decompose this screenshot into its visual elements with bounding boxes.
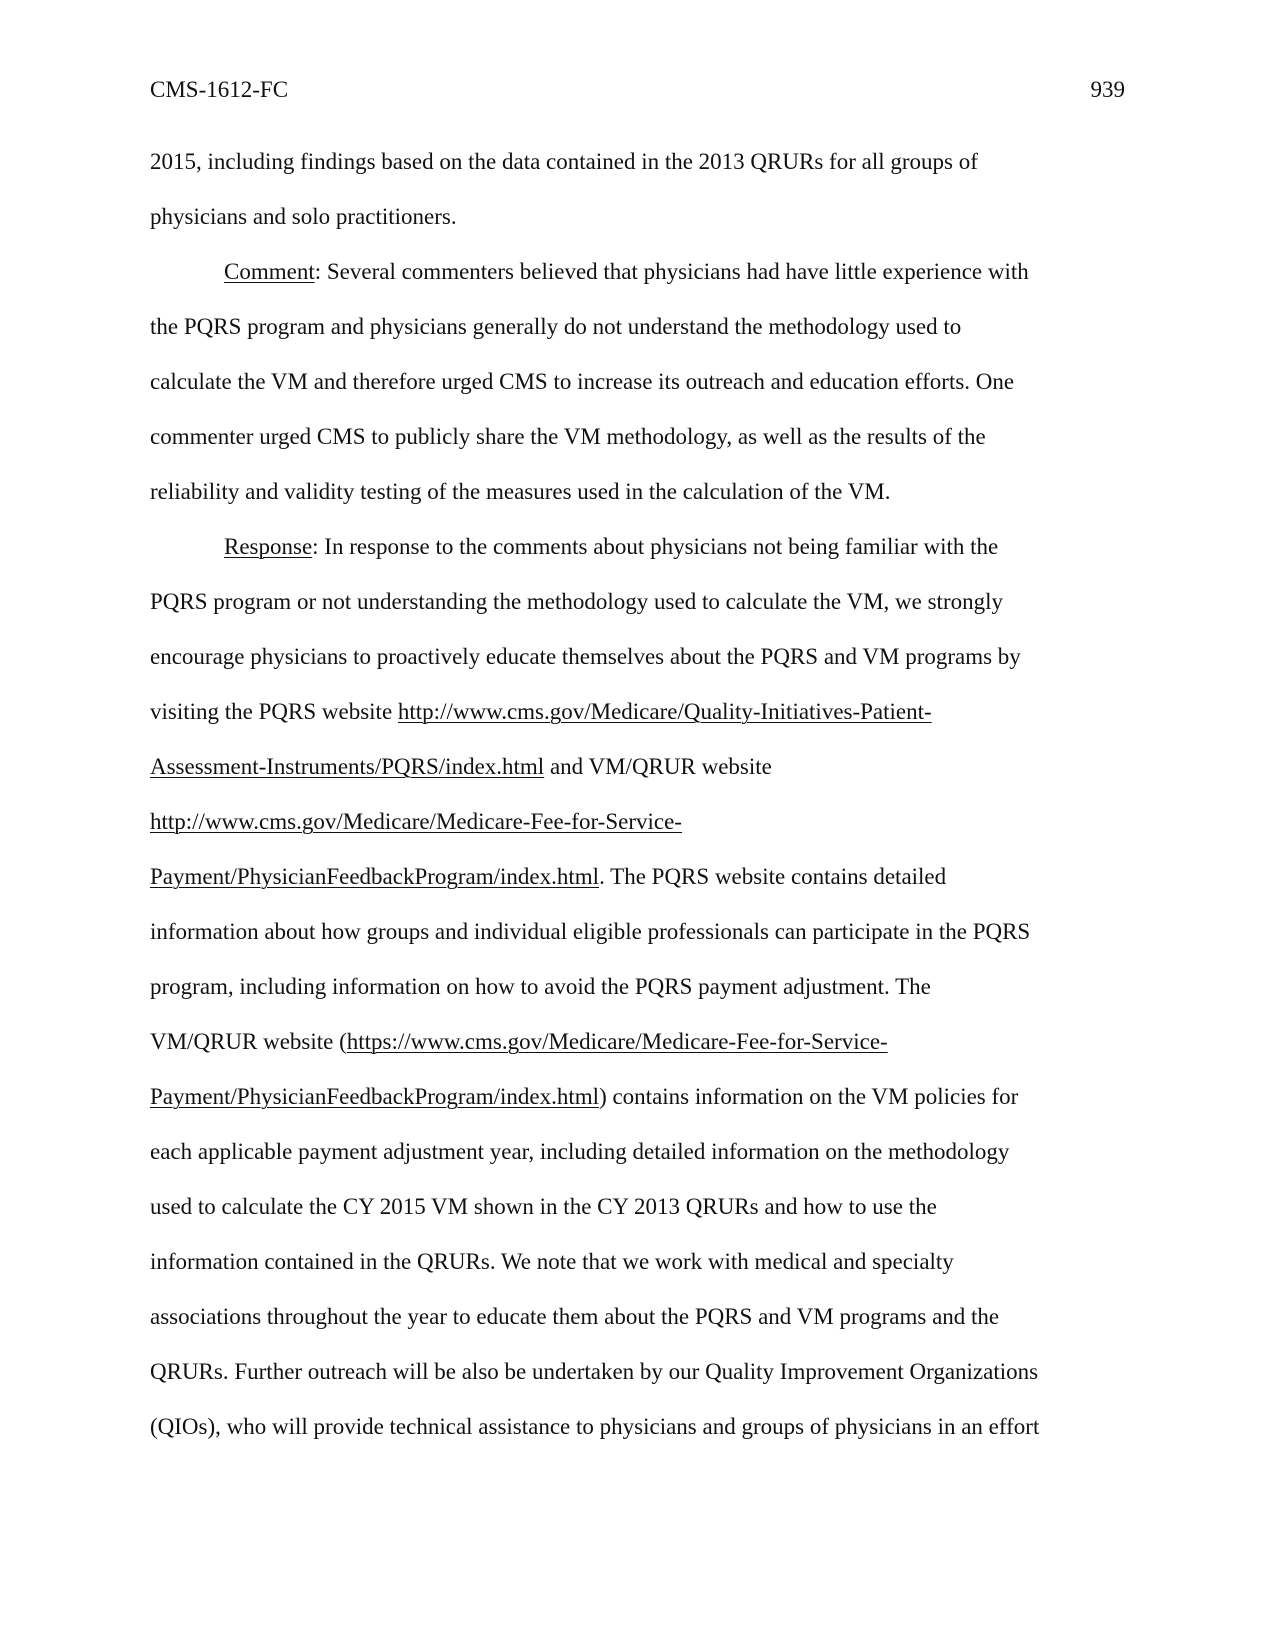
text-span: . The PQRS website contains detailed — [599, 864, 947, 889]
text-span: visiting the PQRS website — [150, 699, 398, 724]
response-paragraph-start — [224, 531, 998, 563]
text-span: VM/QRUR website ( — [150, 1029, 347, 1054]
text-line: used to calculate the CY 2015 VM shown in the CY 2013 QRURs and how to use the — [150, 1194, 937, 1219]
comment-label: Comment — [224, 259, 315, 284]
text-span: ) contains information on the VM policies for — [599, 1084, 1019, 1109]
response-label: Response — [224, 534, 313, 559]
text-line — [150, 1081, 1018, 1113]
text-line: information about how groups and individual eligible professionals can participate in the PQRS — [150, 919, 1031, 944]
pqrs-website-link[interactable]: http://www.cms.gov/Medicare/Quality-Initiatives-Patient- — [397, 699, 932, 724]
text-line: calculate the VM and therefore urged CMS to increase its outreach and education efforts. One — [150, 369, 1015, 394]
vm-qrur-website-link[interactable]: http://www.cms.gov/Medicare/Medicare-Fee-for-Service- — [150, 809, 682, 834]
text-line: QRURs. Further outreach will be also be undertaken by our Quality Improvement Organizations — [150, 1359, 1039, 1384]
text-line: encourage physicians to proactively educate themselves about the PQRS and VM programs by — [150, 644, 1021, 669]
text-line: information contained in the QRURs. We note that we work with medical and specialty — [150, 1249, 954, 1274]
text-line: reliability and validity testing of the measures used in the calculation of the VM. — [150, 479, 891, 504]
text-line: the PQRS program and physicians generally do not understand the methodology used to — [150, 314, 962, 339]
comment-paragraph-start — [224, 256, 1029, 288]
text-line — [150, 1026, 888, 1058]
text-line: each applicable payment adjustment year, including detailed information on the methodology — [150, 1139, 1010, 1164]
text-line — [150, 806, 682, 838]
vm-qrur-https-link[interactable]: https://www.cms.gov/Medicare/Medicare-Fee-for-Service- — [346, 1029, 888, 1054]
text-line: associations throughout the year to educate them about the PQRS and VM programs and the — [150, 1304, 1000, 1329]
vm-qrur-website-link-continued[interactable]: Payment/PhysicianFeedbackProgram/index.html — [150, 864, 600, 889]
text-line: (QIOs), who will provide technical assistance to physicians and groups of physicians in an effort — [150, 1414, 1040, 1439]
page-header — [150, 74, 1125, 106]
page-number: 939 — [1090, 77, 1125, 102]
text-line — [150, 751, 772, 783]
text-line: PQRS program or not understanding the methodology used to calculate the VM, we strongly — [150, 589, 1003, 614]
text-line — [150, 696, 932, 728]
text-line — [150, 861, 946, 893]
text-line: 2015, including findings based on the data contained in the 2013 QRURs for all groups of — [150, 149, 978, 174]
document-id: CMS-1612-FC — [150, 77, 289, 102]
pqrs-website-link-continued[interactable]: Assessment-Instruments/PQRS/index.html — [150, 754, 545, 779]
text-line: physicians and solo practitioners. — [150, 204, 457, 229]
text-span: : In response to the comments about physicians not being familiar with the — [312, 534, 999, 559]
text-line: commenter urged CMS to publicly share the VM methodology, as well as the results of the — [150, 424, 986, 449]
text-span: : Several commenters believed that physicians had have little experience with — [314, 259, 1029, 284]
text-span: and VM/QRUR website — [544, 754, 772, 779]
vm-qrur-https-link-continued[interactable]: Payment/PhysicianFeedbackProgram/index.html — [150, 1084, 600, 1109]
text-line: program, including information on how to avoid the PQRS payment adjustment. The — [150, 974, 931, 999]
